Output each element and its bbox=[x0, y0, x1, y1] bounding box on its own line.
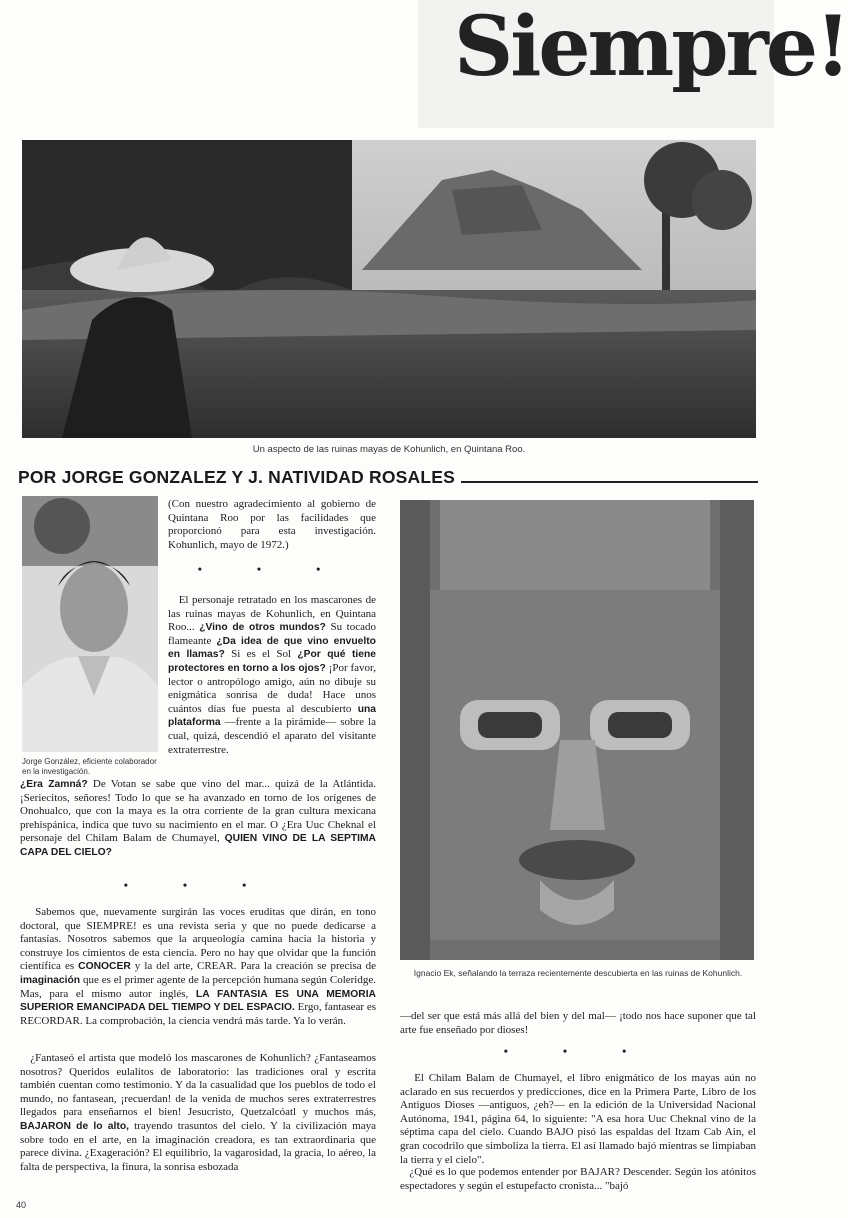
mask-photo bbox=[400, 500, 754, 960]
paragraph-2: Sabemos que, nuevamente surgirán las voces eruditas que dirán, en tono doctoral, que SIEMPRE! es una revista seria y que no puede dedicarse a fantasías. Nosotros sabemos que la arqueología camina hacia la historia y construye los cimientos de esta ciencia. Pero no hay que olvidar que la función científica es CONOCER y la del arte, CREAR. Para la creación se precisa de imaginación que es el primer agente de la percepción humana según Coleridge. Mas, para el mismo autor inglés, LA FANTASIA ES UNA MEMORIA SUPERIOR EMANCIPADA DEL TIEMPO Y DEL ESPACIO. Ergo, fantasear es RECORDAR. La comprobación, la ciencia vendrá más tarde. Ya lo verán. bbox=[20, 906, 376, 1027]
byline bbox=[18, 462, 758, 488]
byline-text: POR JORGE GONZALEZ Y J. NATIVIDAD ROSALES bbox=[18, 467, 456, 487]
right-paragraph-2: El Chilam Balam de Chumayel, el libro enigmático de los mayas aún no aclarado en sus recuerdos y predicciones, dice en la Primera Parte, Libro de los Antiguos Dioses —antiguos, ¿eh?— en la edición de la Universidad Nacional Autónoma, 1941, página 64, lo siguiente: "A esa hora Uuc Cheknal vino de la séptima capa del cielo. Cuando BAJO pisó las espaldas del Itzam Cab Ain, el gran cocodrilo que simboliza la tierra. El así llamado bajó mientras se limpiaban la tierra y el cielo". bbox=[400, 1072, 757, 1166]
intro-note: (Con nuestro agradecimiento al gobierno de Quintana Roo por las facilidades que proporcionó para esta investigación. Kohunlich, mayo de 1972.) bbox=[168, 498, 376, 551]
right-paragraph-3: ¿Qué es lo que podemos entender por BAJAR? Descender. Según los atónitos espectadores y según el estupefacto cronista... "bajó bbox=[400, 1166, 757, 1192]
paragraph-1b: ¿Era Zamná? De Votan se sabe que vino del mar... quizá de la Atlántida. ¡Seriecitos, señores! Todo lo que se ha avanzado en torno de los orígenes de Onohualco, que con la maya es la otra corriente de la gran cultura mexicana prehispánica, indica que tuvo su nacimiento en el mar. O ¿Era Uuc Cheknal el personaje del Chilam Balam de Chumayel, QUIEN VINO DE LA SEPTIMA CAPA DEL CIELO? bbox=[20, 778, 376, 858]
magazine-title: Siempre! bbox=[454, 0, 848, 95]
portrait-photo bbox=[22, 496, 158, 752]
mask-caption: Ignacio Ek, señalando la terraza recientemente descubierta en las ruinas de Kohunlich. bbox=[413, 968, 743, 978]
masthead bbox=[418, 0, 848, 128]
separator-dots-1: • • • bbox=[197, 562, 347, 576]
page-number: 40 bbox=[16, 1200, 27, 1210]
byline-rule bbox=[461, 481, 758, 483]
ruins-photo bbox=[22, 140, 756, 438]
portrait-caption: Jorge González, eficiente colaborador en la investigación. bbox=[22, 757, 157, 776]
right-paragraph-1: —del ser que está más allá del bien y del mal— ¡todo nos hace suponer que tal arte fue enseñado por dioses! bbox=[400, 1010, 756, 1036]
paragraph-1: El personaje retratado en los mascarones de las ruinas mayas de Kohunlich, en Quintana Roo... ¿Vino de otros mundos? Su tocado flameante ¿Da idea de que vino envuelto en llamas? Si es el Sol ¿Por qué tiene protectores en torno a los ojos? ¡Por favor, lector o antropólogo amigo, aún no dibuje su enigmática sonrisa de duda! Hace unos cuántos días fue puesta al descubierto una plataforma —frente a la pirámide— sobre la cual, quizá, descendió el aparato del visitante extraterrestre. bbox=[168, 594, 377, 756]
paragraph-3: ¿Fantaseó el artista que modeló los mascarones de Kohunlich? ¿Fantaseamos nosotros? Queridos eulalitos de laboratorio: las tradiciones oral y escrita también cuentan como testimonio. Y da la casualidad que los pueblos de todo el mundo, no fantasean, ¡recuerdan! de la venida de muchos seres extraterrestres llegados para enseñarnos el bien! Jesucristo, Quetzalcóatl y muchos más, BAJARON de lo alto, trayendo trasuntos del cielo. Y la civilización maya sobre todo en el arte, en la imaginación creadora, es tan extraordinaria que parece divina. ¿Exageración? El equilibrio, la vagarosidad, la gracia, lo aéreo, la falta de perspectiva, la finura, la sonrisa esbozada bbox=[20, 1052, 377, 1173]
hero-caption: Un aspecto de las ruinas mayas de Kohunlich, en Quintana Roo. bbox=[252, 444, 526, 455]
separator-dots-2: • • • bbox=[123, 878, 273, 892]
separator-dots-3: • • • bbox=[503, 1044, 653, 1058]
